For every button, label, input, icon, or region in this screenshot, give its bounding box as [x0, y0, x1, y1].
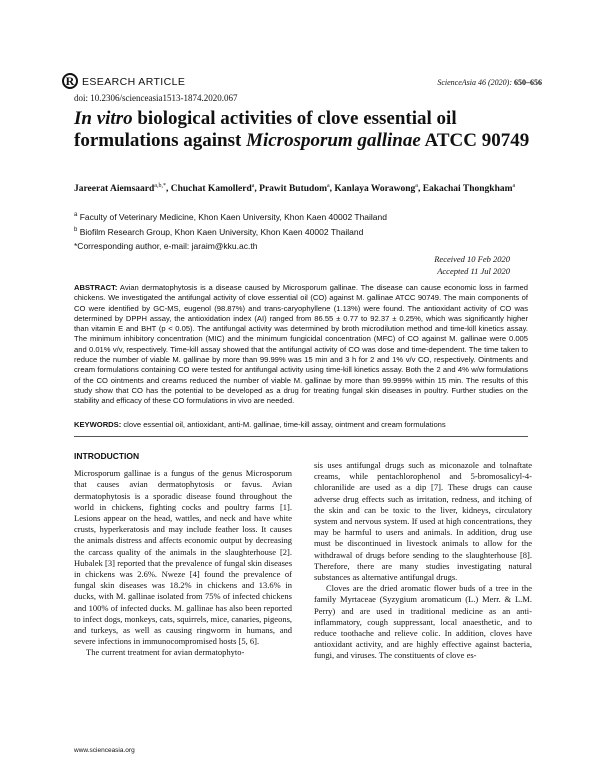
- corresponding-author: *Corresponding author, e-mail: jaraim@kku.ac.th: [74, 241, 258, 251]
- abstract-label: ABSTRACT:: [74, 283, 118, 292]
- body-paragraph: sis uses antifungal drugs such as miconazole and tolnaftate creams, while pentachlorophenol and 5-bromosalicyl-4-chloranilide are used as a dip [7]. These drugs can cause adverse drug effects such as irritation, redness, and itching of the skin and can be toxic to the liver, kidneys, circulatory system and nervous system. If used at high concentrations, they may be harmful to users and animals. In addition, drug use must be discontinued in livestock animals to allow for the withdrawal of drugs before sending to the slaughterhouse [8]. Therefore, there are many studies investigating natural substances as alternative antifungal drugs.: [314, 460, 532, 583]
- article-header: [62, 73, 542, 93]
- author-list: Jareerat Aiemsaard$^{a,b,*}$, Chuchat Kamollerd$^a$, Prawit Butudom$^a$, Kanlaya Worawong$^a$, Eakachai Thongkham$^a$: [74, 183, 516, 195]
- keywords: [74, 420, 528, 429]
- affiliation-text: Biofilm Research Group, Khon Kaen University, Khon Kaen 40002 Thailand: [77, 226, 364, 237]
- affiliation-item: [74, 209, 544, 224]
- keywords-label: KEYWORDS:: [74, 420, 122, 429]
- author-name: [171, 184, 255, 194]
- article-type-label: ESEARCH ARTICLE: [82, 76, 186, 88]
- title-part2: ATCC 90749: [420, 130, 530, 151]
- author-affil-mark: a: [251, 183, 255, 189]
- research-logo-icon: R: [62, 73, 78, 89]
- abstract: [74, 283, 528, 407]
- affiliation-item: [74, 224, 544, 239]
- accepted-date: Accepted 11 Jul 2020: [437, 266, 510, 276]
- body-paragraph: The current treatment for avian dermatophyto-: [86, 647, 245, 658]
- author-name: [334, 184, 418, 194]
- body-paragraph: Microsporum gallinae is a fungus of the genus Microsporum that causes avian dermatophytosis or favus. Avian dermatophytosis is a sporadic disease found throughout the world in chickens, fighting cocks and poultry farms [1]. Lesions appear on the head, wattles, and neck and have white crusts, hyperkeratosis and may include feather loss. It causes the animals distress and affects economic output by decreasing the carcass quality of the animals in the slaughterhouse [2]. Hubalek [3] reported that the prevalence of fungal skin diseases in chickens was 2.6%. Nweze [4] found the prevalence of fungal skin diseases was 18.2% in chickens and 13.6% in ducks, with M. gallinae isolated from 75% of infected chickens and 100% of infected ducks. M. gallinae has also been reported to infect dogs, monkeys, cats, squirrels, mice, canaries, pigeons, and turkeys, as well as causing ringworm in humans, and severe infections in immunocompromised hosts [5, 6].: [74, 468, 292, 647]
- author-text: Kanlaya Worawong: [334, 184, 416, 195]
- author-affil-mark: a: [512, 183, 516, 189]
- author-text: Eakachai Thongkham: [422, 184, 513, 195]
- author-name: [423, 184, 516, 194]
- author-text: Prawit Butudom: [259, 184, 327, 195]
- paper-title: [74, 108, 544, 152]
- title-part1: biological activities of clove essential oil formulations against: [74, 108, 457, 151]
- body-column-right: [314, 460, 532, 662]
- left-paragraphs: [74, 468, 292, 658]
- affiliation-mark: b: [74, 226, 78, 233]
- title-italic-start: In vitro: [74, 108, 133, 129]
- intro-heading: INTRODUCTION: [74, 451, 140, 461]
- footer-url[interactable]: www.scienceasia.org: [74, 747, 135, 754]
- author-affil-mark: a,b,*: [154, 183, 166, 189]
- body-paragraph: Cloves are the dried aromatic flower buds of a tree in the family Myrtaceae (Syzygium aromaticum (L.) Merr. & L.M. Perry) and are used in traditional medicine as an anti-inflammatory, cough suppressant, local anaesthetic, and to reduce toothache and relieve colic. In addition, cloves have antioxidant activity, and are highly effective against bacteria, fungi, and viruses. The constituents of clove es-: [314, 583, 532, 661]
- affiliation-mark: a: [74, 212, 78, 218]
- right-paragraphs: [314, 460, 532, 662]
- affiliation-list: [74, 209, 544, 239]
- author-affil-mark: a: [415, 183, 418, 189]
- article-dates: [434, 253, 510, 277]
- journal-volume: 46 (2020):: [478, 78, 512, 87]
- journal-name: ScienceAsia: [437, 78, 476, 87]
- journal-reference: [437, 78, 542, 87]
- author-text: Chuchat Kamollerd: [170, 184, 252, 195]
- keywords-text: clove essential oil, antioxidant, anti-M. gallinae, time-kill assay, ointment and cream formulations: [123, 420, 446, 429]
- author-text: Jareerat Aiemsaard: [74, 184, 155, 195]
- doi-link[interactable]: doi: 10.2306/scienceasia1513-1874.2020.067: [74, 93, 238, 103]
- abstract-text: Avian dermatophytosis is a disease caused by Microsporum gallinae. The disease can cause economic loss in farmed chickens. We investigated the antifungal activity of clove essential oil (CO) against M. gallinae ATCC 90749. The main components of CO were identified by GC-MS, eugenol (98.87%) and trans-caryophyllene (1.13%) were found. The antioxidant activity of CO was determined by DPPH assay, the antioxidation index (AI) ranged from 86.55 ± 0.77 to 92.37 ± 0.25%, which was significantly higher than vitamin E and BHT (p < 0.05). The antifungal activity was determined by broth microdilution method and time-kill kinetics assay. The minimum inhibitory concentration (MIC) and the minimum fungicidal concentration (MFC) of CO against M. gallinae were 0.005 and 0.01% v/v, respectively. Time-kill assay showed that the antifungal activity of CO was dose and time-dependent. The time taken to reduce the number of viable M. gallinae by more than 99.99% was 15 min and 3 h for 2 and 1% v/v CO, respectively. Ointments and cream formulations containing CO were tested for antifungal activity using time-kill kinetics assay. Both the 2 and 4% w/w formulations of the CO ointments and creams reduced the number of viable M. gallinae by more than 99.999% within 15 min. The results of this study show that CO has the potential to be developed as a drug for treating fungal skin diseases in poultry. Further studies on the stability and efficacy of these CO formulations in vivo are needed.: [74, 283, 528, 406]
- title-species: Microsporum gallinae: [246, 130, 421, 151]
- body-column-left: [74, 451, 292, 659]
- author-name: [74, 184, 166, 194]
- author-name: [259, 184, 330, 194]
- journal-pages: 650–656: [514, 78, 542, 87]
- author-affil-mark: a: [326, 183, 330, 189]
- section-divider: [74, 436, 528, 437]
- affiliation-text: Faculty of Veterinary Medicine, Khon Kaen University, Khon Kaen 40002 Thailand: [77, 211, 387, 222]
- received-date: Received 10 Feb 2020: [434, 254, 510, 264]
